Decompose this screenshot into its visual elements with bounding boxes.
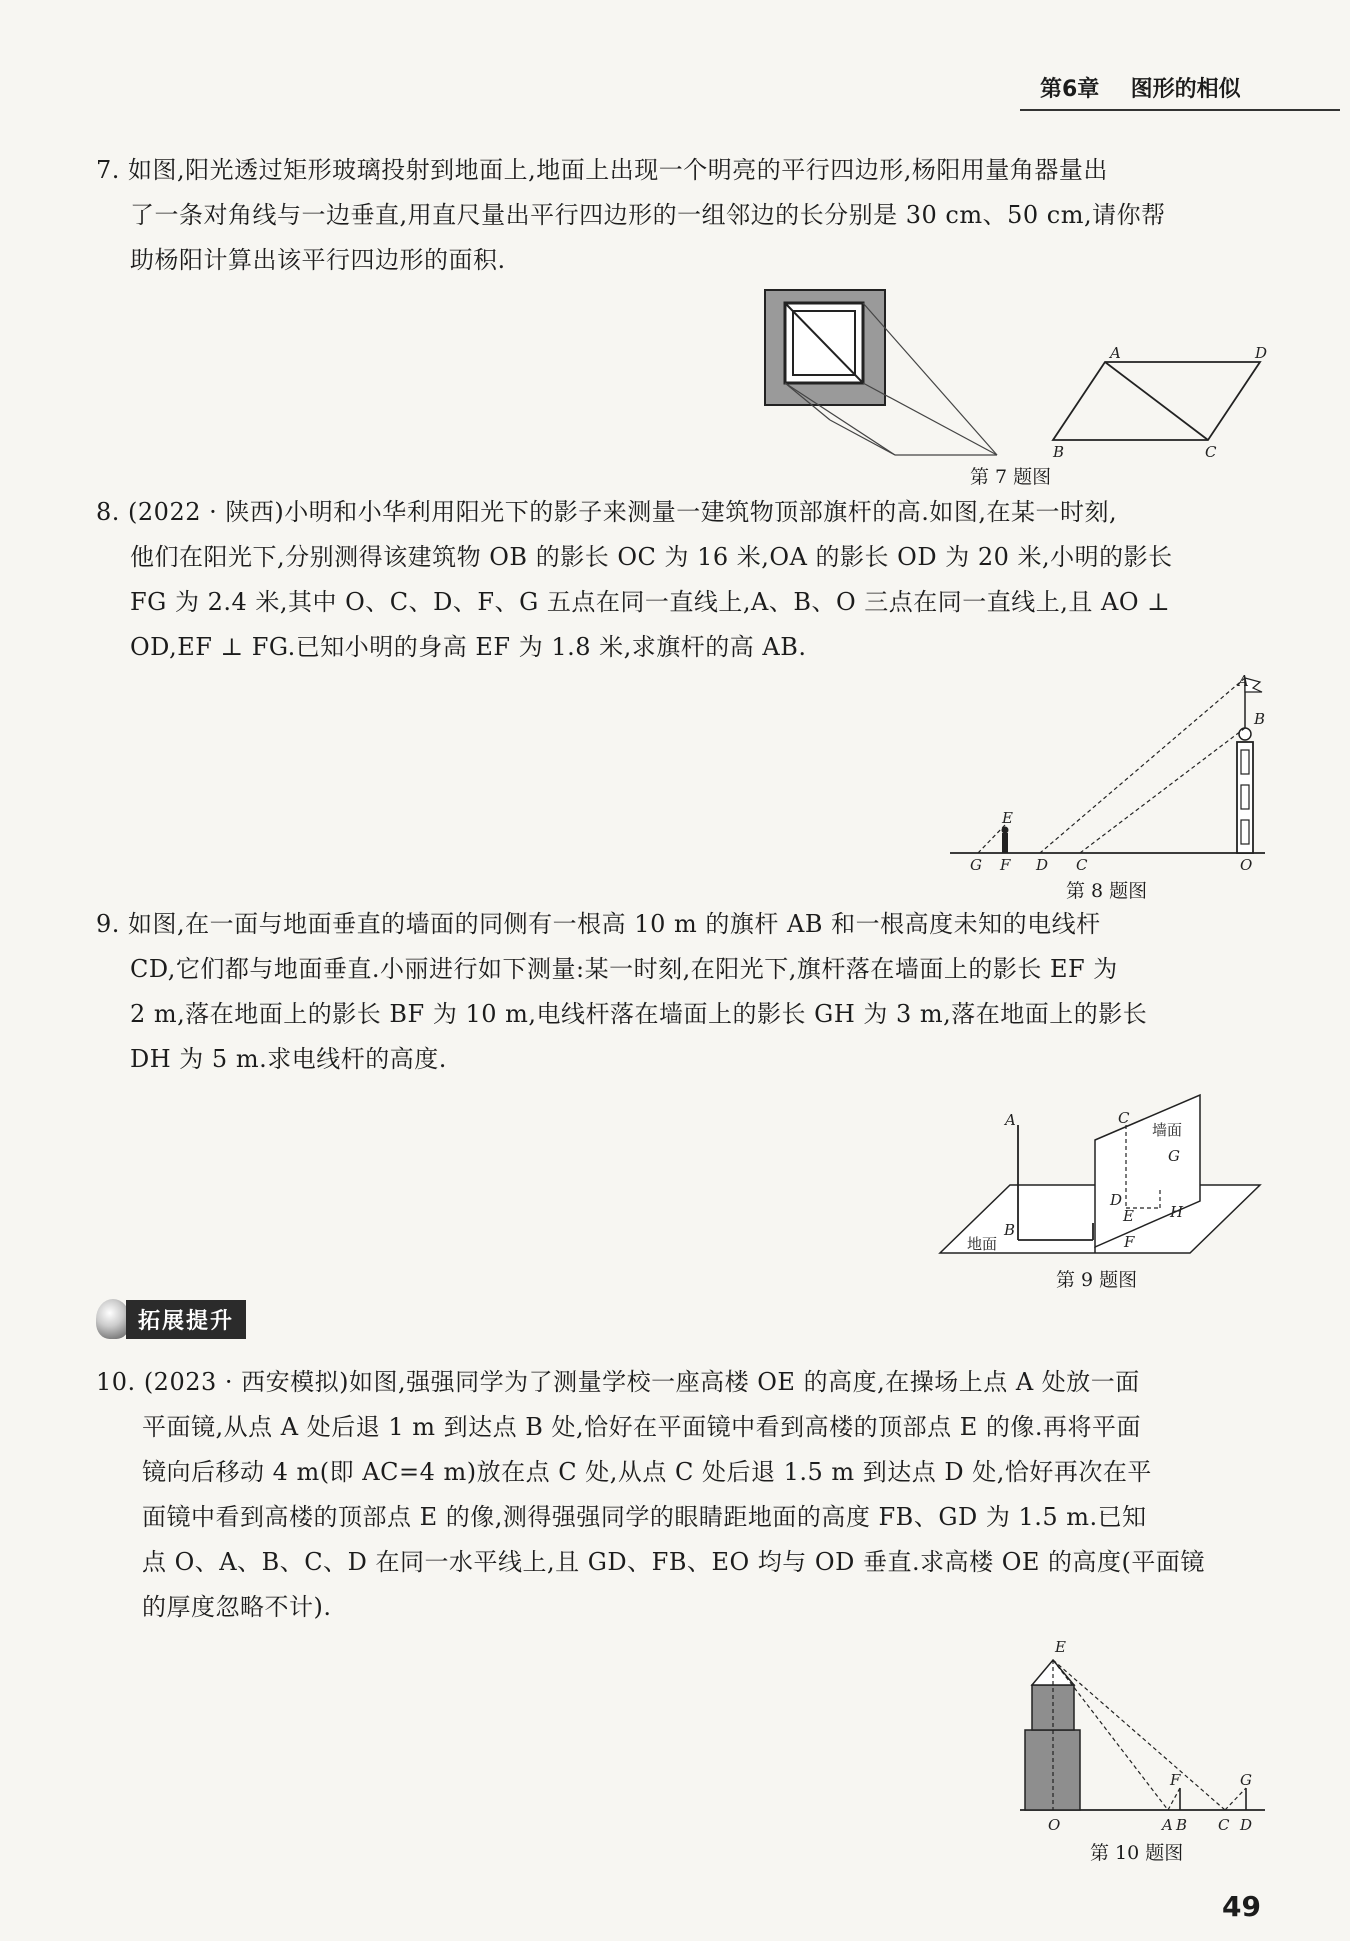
figure-8 <box>950 670 1280 875</box>
point-label: E <box>1055 1638 1066 1656</box>
problem-10 <box>96 1360 1268 1630</box>
point-label: G <box>1168 1147 1180 1165</box>
wall-label: 墙面 <box>1152 1121 1183 1139</box>
problem-text-line: 2 m,落在地面上的影长 BF 为 10 m,电线杆落在墙面上的影长 GH 为 3 m,落在地面上的影长 <box>130 1000 1148 1028</box>
section-title: 拓展提升 <box>126 1300 246 1339</box>
point-label: B <box>1254 710 1266 728</box>
problem-text-line: 点 O、A、B、C、D 在同一水平线上,且 GD、FB、EO 均与 OD 垂直.求高楼 OE 的高度(平面镜 <box>142 1548 1205 1576</box>
problem-number: 9. <box>96 910 120 938</box>
problem-text-line: FG 为 2.4 米,其中 O、C、D、F、G 五点在同一直线上,A、B、O 三点在同一直线上,且 AO ⊥ <box>130 588 1171 616</box>
lightbulb-icon <box>96 1299 130 1339</box>
point-label: G <box>970 856 982 874</box>
problem-text-line: 的厚度忽略不计). <box>142 1593 332 1621</box>
point-label: G <box>1240 1771 1252 1789</box>
point-label: F <box>1124 1233 1135 1251</box>
point-label: F <box>1170 1771 1181 1789</box>
figure-9-caption: 第 9 题图 <box>1056 1269 1138 1291</box>
point-label: D <box>1036 856 1049 874</box>
point-label: A <box>1005 1111 1016 1129</box>
problem-text-line: DH 为 5 m.求电线杆的高度. <box>130 1045 447 1073</box>
point-label: D <box>1255 344 1268 362</box>
point-label: D <box>1110 1191 1123 1209</box>
point-label: B <box>1176 1816 1188 1834</box>
page-number: 49 <box>1222 1890 1261 1923</box>
figure-10 <box>1010 1630 1280 1840</box>
point-label: C <box>1218 1816 1230 1834</box>
problem-text-line: 助杨阳计算出该平行四边形的面积. <box>130 246 506 274</box>
problem-text-line: (2022 · 陕西)小明和小华利用阳光下的影子来测量一建筑物顶部旗杆的高.如图,在某一时刻, <box>128 498 1118 526</box>
point-label: C <box>1205 443 1217 461</box>
problem-text-line: 平面镜,从点 A 处后退 1 m 到达点 B 处,恰好在平面镜中看到高楼的顶部点 E 的像.再将平面 <box>142 1413 1142 1441</box>
point-label: D <box>1240 1816 1253 1834</box>
problem-text-line: (2023 · 西安模拟)如图,强强同学为了测量学校一座高楼 OE 的高度,在操场上点 A 处放一面 <box>143 1368 1140 1396</box>
problem-7 <box>96 148 1268 283</box>
problem-text-line: CD,它们都与地面垂直.小丽进行如下测量:某一时刻,在阳光下,旗杆落在墙面上的影长 EF 为 <box>130 955 1118 983</box>
point-label: O <box>1048 1816 1061 1834</box>
figure-9 <box>930 1085 1275 1265</box>
problem-text-line: 了一条对角线与一边垂直,用直尺量出平行四边形的一组邻边的长分别是 30 cm、50 cm,请你帮 <box>130 201 1166 229</box>
chapter-title: 图形的相似 <box>1130 77 1241 102</box>
problem-9 <box>96 902 1268 1082</box>
point-label: F <box>1000 856 1011 874</box>
figure-8-caption: 第 8 题图 <box>1066 880 1148 902</box>
problem-number: 10. <box>96 1368 136 1396</box>
problem-8 <box>96 490 1268 670</box>
problem-text-line: 如图,阳光透过矩形玻璃投射到地面上,地面上出现一个明亮的平行四边形,杨阳用量角器量出 <box>128 156 1108 184</box>
problem-number: 7. <box>96 156 120 184</box>
ground-label: 地面 <box>967 1235 998 1253</box>
chapter-number: 第6章 <box>1040 77 1100 102</box>
figure-10-caption: 第 10 题图 <box>1090 1842 1184 1864</box>
problem-number: 8. <box>96 498 120 526</box>
point-label: O <box>1240 856 1253 874</box>
figure-7-caption: 第 7 题图 <box>970 466 1052 488</box>
point-label: B <box>1053 443 1065 461</box>
figure-7 <box>760 285 1280 465</box>
point-label: E <box>1123 1207 1134 1225</box>
point-label: C <box>1076 856 1088 874</box>
header-rule <box>1020 109 1340 111</box>
point-label: B <box>1004 1221 1016 1239</box>
page-header <box>1040 72 1340 103</box>
problem-text-line: 如图,在一面与地面垂直的墙面的同侧有一根高 10 m 的旗杆 AB 和一根高度未知的电线杆 <box>128 910 1101 938</box>
point-label: C <box>1118 1109 1130 1127</box>
section-tag <box>96 1298 256 1340</box>
problem-text-line: OD,EF ⊥ FG.已知小明的身高 EF 为 1.8 米,求旗杆的高 AB. <box>130 633 807 661</box>
problem-text-line: 他们在阳光下,分别测得该建筑物 OB 的影长 OC 为 16 米,OA 的影长 OD 为 20 米,小明的影长 <box>130 543 1173 571</box>
point-label: A <box>1110 344 1121 362</box>
problem-text-line: 镜向后移动 4 m(即 AC=4 m)放在点 C 处,从点 C 处后退 1.5 m 到达点 D 处,恰好再次在平 <box>142 1458 1152 1486</box>
problem-text-line: 面镜中看到高楼的顶部点 E 的像,测得强强同学的眼睛距地面的高度 FB、GD 为 1.5 m.已知 <box>142 1503 1147 1531</box>
point-label: A <box>1238 672 1249 690</box>
point-label: E <box>1002 809 1013 827</box>
point-label: H <box>1170 1203 1184 1221</box>
point-label: A <box>1162 1816 1173 1834</box>
